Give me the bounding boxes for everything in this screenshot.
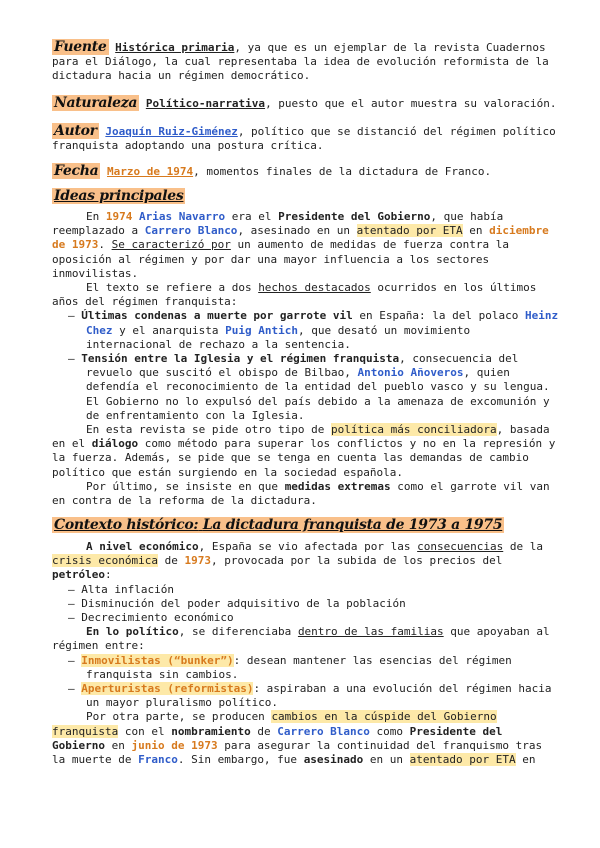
fecha-text: , momentos finales de la dictadura de Franco. bbox=[193, 165, 492, 178]
ideas-p3: En esta revista se pide otro tipo de política más conciliadora, basada en el diálogo como método para superar los conflictos y no en la represión y la fuerza. Además, se pide que se tenga en cuenta las demandas de cambio político que están surgiendo en la sociedad española. bbox=[52, 423, 556, 479]
naturaleza-text: , puesto que el autor muestra su valoración. bbox=[265, 97, 557, 110]
political-list bbox=[52, 654, 560, 711]
ideas-p4: Por último, se insiste en que medidas extremas como el garrote vil van en contra de la reforma de la dictadura. bbox=[52, 479, 550, 508]
autor-label: Autor bbox=[54, 123, 97, 139]
list-item: – Alta inflación bbox=[52, 583, 560, 597]
ideas-list bbox=[52, 309, 560, 423]
list-item: – Decrecimiento económico bbox=[52, 611, 560, 625]
fuente-value: Histórica primaria bbox=[115, 41, 235, 54]
ideas-p1: En 1974 Arias Navarro era el Presidente del Gobierno, que había reemplazado a Carrero Blanco, asesinado en un atentado por ETA en diciembre de 1973. Se caracterizó por un aumento de medidas de fuerza contra la oposición al régimen y por dar una mayor influencia a los sectores inmovilistas. bbox=[52, 210, 549, 280]
list-item: – Disminución del poder adquisitivo de la población bbox=[52, 597, 560, 611]
contexto-heading: Contexto histórico: La dictadura franquista de 1973 a 1975 bbox=[54, 517, 503, 533]
ideas-heading: Ideas principales bbox=[54, 188, 184, 204]
fuente-paragraph bbox=[52, 40, 560, 84]
list-item: – Inmovilistas (“bunker”): desean mantener las esencias del régimen franquista sin cambios. bbox=[52, 654, 560, 682]
contexto-heading-block bbox=[52, 518, 560, 533]
list-item: – Últimas condenas a muerte por garrote vil en España: la del polaco Heinz Chez y el anarquista Puig Antich, que desató un movimiento internacional de rechazo a la sentencia. bbox=[52, 309, 560, 352]
economic-list bbox=[52, 583, 560, 626]
fecha-paragraph bbox=[52, 164, 560, 179]
fecha-value: Marzo de 1974 bbox=[106, 165, 194, 178]
naturaleza-label: Naturaleza bbox=[54, 95, 138, 111]
ideas-p2: El texto se refiere a dos hechos destacados ocurridos en los últimos años del régimen franquista: bbox=[52, 281, 537, 309]
ideas-section bbox=[52, 210, 560, 508]
autor-value: Joaquín Ruiz-Giménez bbox=[105, 125, 238, 138]
contexto-p3: Por otra parte, se producen cambios en la cúspide del Gobierno franquista con el nombramiento de Carrero Blanco como Presidente del Gobierno en junio de 1973 para asegurar la continuidad del franquismo tras la muerte de Franco. Sin embargo, fue asesinado en un atentado por ETA en bbox=[52, 710, 543, 767]
list-item: – Tensión entre la Iglesia y el régimen franquista, consecuencia del revuelo que suscitó el obispo de Bilbao, Antonio Añoveros, quien defendía el reconocimiento de la entidad del pueblo vasco y su lengua. El Gobierno no lo expulsó del país debido a la amenaza de excomunión y de enfrentamiento con la Iglesia. bbox=[52, 352, 560, 423]
autor-text: , político que se distanció del régimen político franquista adoptando una postura crítica. bbox=[52, 125, 556, 153]
contexto-p1: A nivel económico, España se vio afectada por las consecuencias de la crisis económica de 1973, provocada por la subida de los precios del petróleo: bbox=[52, 540, 543, 582]
naturaleza-paragraph bbox=[52, 96, 560, 111]
ideas-heading-block bbox=[52, 189, 560, 204]
fuente-text: , ya que es un ejemplar de la revista Cuadernos para el Diálogo, la cual representaba la idea de evolución reformista de la dictadura hacia un régimen democrático. bbox=[52, 41, 549, 83]
naturaleza-value: Político-narrativa bbox=[145, 97, 266, 110]
fecha-label: Fecha bbox=[54, 163, 99, 179]
autor-paragraph bbox=[52, 124, 560, 153]
contexto-p2: En lo político, se diferenciaba dentro de las familias que apoyaban al régimen entre: bbox=[52, 625, 550, 653]
fuente-label: Fuente bbox=[54, 39, 107, 55]
list-item: – Aperturistas (reformistas): aspiraban a una evolución del régimen hacia un mayor pluralismo político. bbox=[52, 682, 560, 710]
contexto-section bbox=[52, 540, 560, 767]
